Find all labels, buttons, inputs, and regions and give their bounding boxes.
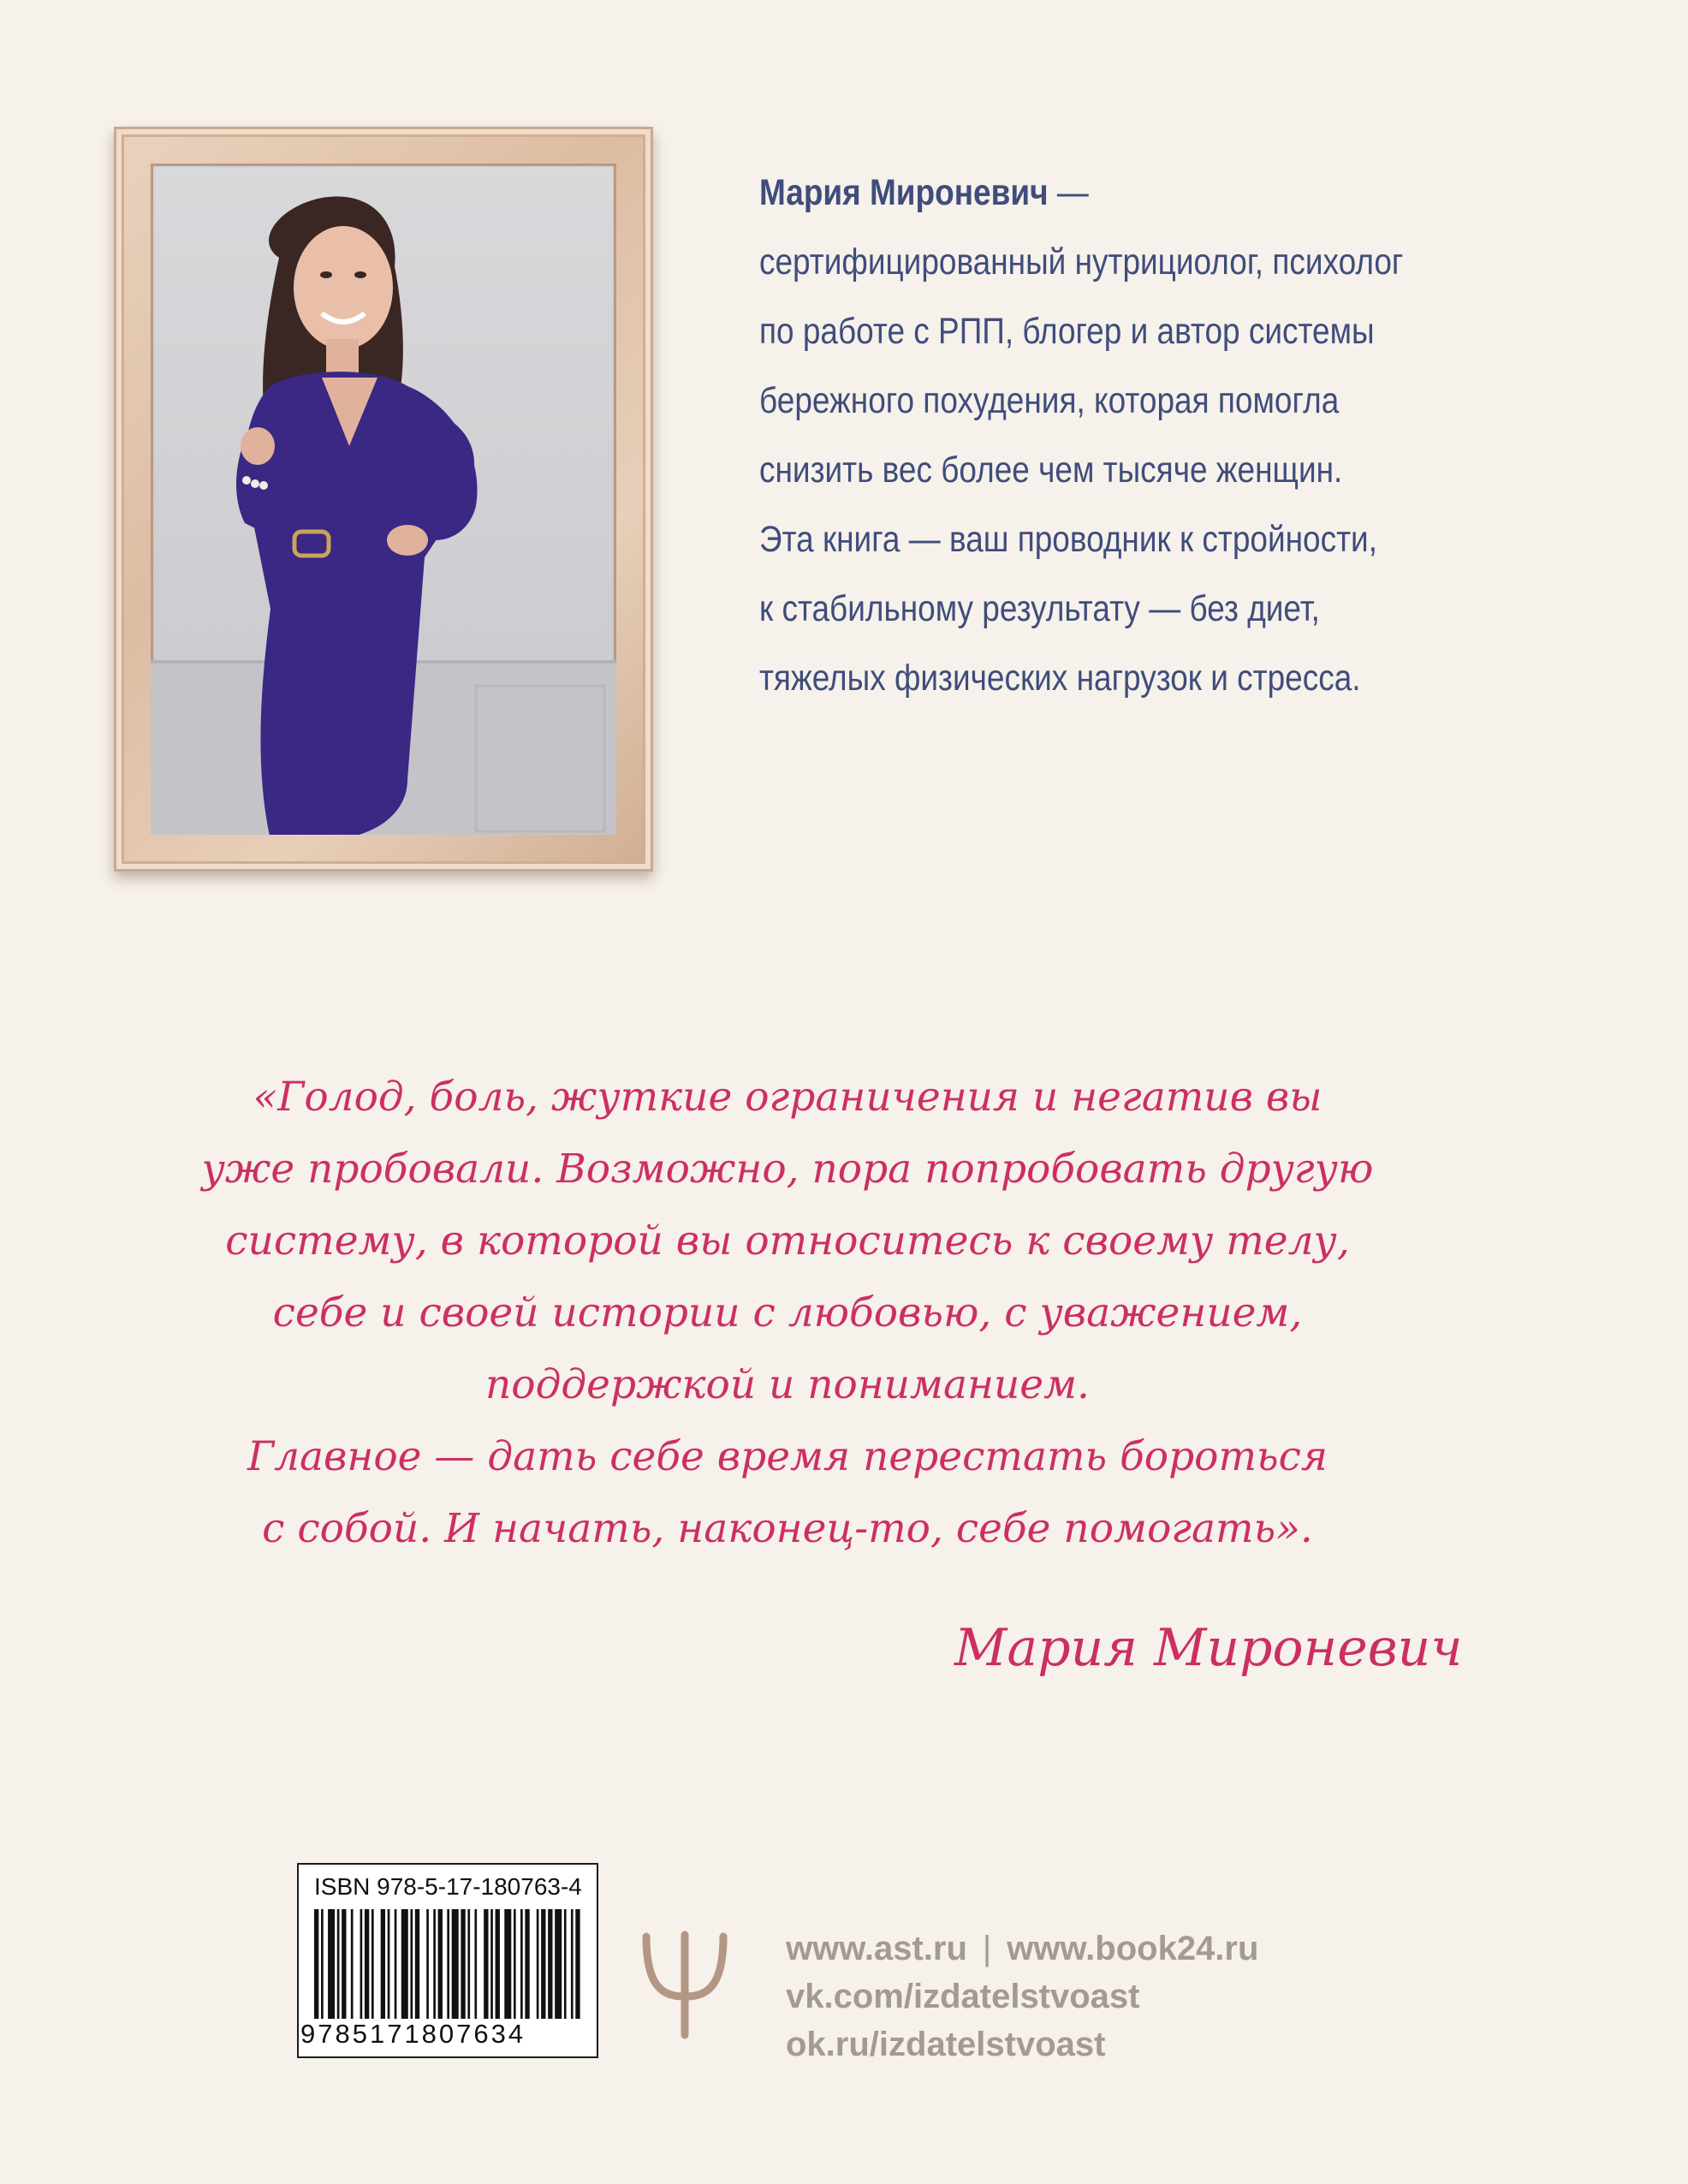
author-name: Мария Мироневич: [759, 172, 1049, 213]
author-name-dash: —: [1048, 172, 1089, 213]
links-row-websites: [786, 1925, 1258, 1973]
barcode-bar: [490, 1909, 493, 2019]
quote-line: поддержкой и пониманием.: [485, 1361, 1090, 1408]
bio-line: бережного похудения, которая помогла: [759, 380, 1340, 421]
barcode-bar: [571, 1909, 574, 2019]
link-vk[interactable]: vk.com/izdatelstvoast: [786, 1978, 1140, 2015]
barcode-bar: [433, 1909, 436, 2019]
barcode-bar: [474, 1909, 477, 2019]
barcode-bar: [452, 1909, 459, 2019]
quote-signature: Мария Мироневич: [954, 1618, 1463, 1678]
barcode-bar: [395, 1909, 397, 2019]
link-ast[interactable]: www.ast.ru: [786, 1930, 967, 1967]
barcode-bar: [415, 1909, 419, 2019]
barcode-bar: [467, 1909, 470, 2019]
bio-line: Эта книга — ваш проводник к стройности,: [759, 519, 1377, 560]
bio-line: снизить вес более чем тысяче женщин.: [759, 449, 1343, 491]
barcode-bar: [337, 1909, 340, 2019]
barcode-bar: [461, 1909, 465, 2019]
barcode-bar: [342, 1909, 346, 2019]
quote-line: уже пробовали. Возможно, пора попробовать другую: [201, 1146, 1374, 1193]
barcode-bar: [438, 1909, 443, 2019]
link-book24[interactable]: www.book24.ru: [1007, 1930, 1259, 1967]
barcode-bar: [575, 1909, 580, 2019]
quote-line: себе и своей истории с любовью, с уважением,: [272, 1289, 1303, 1336]
barcode-bar: [365, 1909, 369, 2019]
quote-line: Главное — дать себе время перестать бороться: [247, 1433, 1328, 1480]
barcode-bar: [401, 1909, 408, 2019]
barcode-icon: [314, 1909, 585, 2019]
portrait-frame: [114, 127, 653, 872]
barcode-bar: [388, 1909, 390, 2019]
publisher-links: [786, 1925, 1258, 2068]
barcode-bar: [351, 1909, 354, 2019]
quote-line: с собой. И начать, наконец-то, себе помогать».: [262, 1505, 1313, 1552]
author-bio: [759, 158, 1495, 713]
link-separator: |: [982, 1930, 992, 1967]
barcode-bar: [504, 1909, 511, 2019]
barcode-bar: [548, 1909, 552, 2019]
author-quote: [171, 1062, 1404, 1565]
barcode-bar: [314, 1909, 318, 2019]
bio-heading: [759, 158, 1495, 228]
quote-line: «Голод, боль, жуткие ограничения и негатив вы: [253, 1074, 1322, 1121]
barcode-bar: [328, 1909, 335, 2019]
barcode-bar: [371, 1909, 374, 2019]
quote-line: систему, в которой вы относитесь к своему телу,: [225, 1217, 1350, 1265]
psi-icon: [638, 1928, 732, 2039]
author-photo: [151, 164, 616, 835]
barcode-bar: [555, 1909, 562, 2019]
barcode-bar: [447, 1909, 449, 2019]
barcode-bar: [426, 1909, 429, 2019]
barcode-bar: [496, 1909, 500, 2019]
barcode-bar: [321, 1909, 324, 2019]
barcode-bar: [410, 1909, 413, 2019]
bio-line: сертифицированный нутрициолог, психолог: [759, 241, 1404, 283]
bio-line: к стабильному результату — без диет,: [759, 588, 1320, 629]
barcode-bar: [541, 1909, 545, 2019]
barcode-digits: 9785171807634: [300, 2019, 526, 2049]
barcode-bar: [537, 1909, 539, 2019]
bio-line: по работе с РПП, блогер и автор системы: [759, 311, 1375, 352]
bio-line: тяжелых физических нагрузок и стресса.: [759, 658, 1361, 699]
isbn-barcode: [297, 1863, 598, 2058]
isbn-label: ISBN 978-5-17-180763-4: [314, 1873, 582, 1900]
barcode-bar: [514, 1909, 516, 2019]
author-portrait-illustration: [151, 164, 616, 835]
barcode-bar: [381, 1909, 385, 2019]
barcode-bar: [564, 1909, 567, 2019]
barcode-bar: [525, 1909, 529, 2019]
barcode-bar: [484, 1909, 488, 2019]
barcode-bar: [520, 1909, 523, 2019]
link-ok[interactable]: ok.ru/izdatelstvoast: [786, 2026, 1106, 2063]
barcode-bar: [360, 1909, 363, 2019]
